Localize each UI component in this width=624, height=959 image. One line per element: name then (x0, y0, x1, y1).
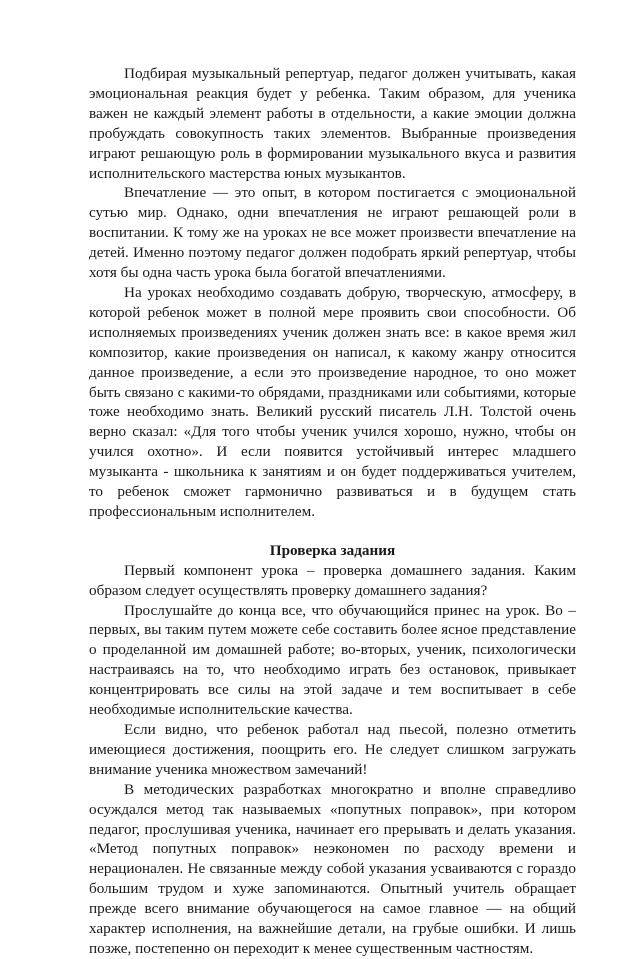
paragraph-atmosphere: На уроках необходимо создавать добрую, творческую, атмосферу, в которой ребенок может в полной мере проявить свои способности. Об исполняемых произведениях ученик должен знать все: в какое время жил композитор, какие произведения он написал, к какому жанру относится данное произведение, а если это произведение народное, то оно может быть связано с какими-то обрядами, праздниками или событиями, которые тоже необходимо знать. Великий русский писатель Л.Н. Толстой очень верно сказал: «Для того чтобы ученик учился хорошо, нужно, чтобы он учился охотно». И если появится устойчивый интерес младшего музыканта - школьника к занятиям и он будет поддерживаться учителем, то ребенок сможет гармонично развиваться и в будущем стать профессиональным исполнителем. (89, 283, 576, 520)
paragraph-homework-check: Первый компонент урока – проверка домашнего задания. Каким образом следует осуществлять проверку домашнего задания? (89, 561, 576, 599)
paragraph-listen-through: Прослушайте до конца все, что обучающийся принес на урок. Во – первых, вы таким путем можете себе составить более ясное представление о проделанной им домашней работе; во-вторых, ученик, психологически настраиваясь на то, что необходимо играть без остановок, привыкает концентрировать все силы на этой задаче и тем воспитывает в себе необходимые исполнительские качества. (89, 601, 576, 719)
document-page (89, 64, 576, 959)
paragraph-corrections: В методических разработках многократно и вполне справедливо осуждался метод так называемых «попутных поправок», при котором педагог, прослушивая ученика, начинает его прерывать и делать указания. «Метод попутных поправок» неэкономен по расходу времени и нерационален. Не связанные между собой указания усваиваются с гораздо большим трудом и хуже запоминаются. Опытный учитель обращает прежде всего внимание обучающегося на самое главное — на общий характер исполнения, на важнейшие детали, на грубые ошибки. И лишь позже, постепенно он переходит к менее существенным частностям. (89, 780, 576, 957)
paragraph-repertoire: Подбирая музыкальный репертуар, педагог должен учитывать, какая эмоциональная реакция будет у ребенка. Таким образом, для ученика важен не каждый элемент работы в отдельности, а какие эмоции должна пробуждать совокупность таких элементов. Выбранные произведения играют решающую роль в формировании музыкального вкуса и развития исполнительского мастерства юных музыкантов. (89, 65, 576, 182)
paragraph-impression: Впечатление — это опыт, в котором постигается с эмоциональной сутью мир. Однако, одни впечатления не играют решающей роли в воспитании. К тому же на уроках не все может произвести впечатление на детей. Именно поэтому педагог должен подобрать яркий репертуар, чтобы хотя бы одна часть урока была богатой впечатлениями. (89, 184, 576, 282)
paragraph-praise: Если видно, что ребенок работал над пьесой, полезно отметить имеющиеся достижения, поощрить его. Не следует слишком загружать внимание ученика множеством замечаний! (89, 721, 576, 778)
section-heading: Проверка задания (269, 541, 396, 559)
